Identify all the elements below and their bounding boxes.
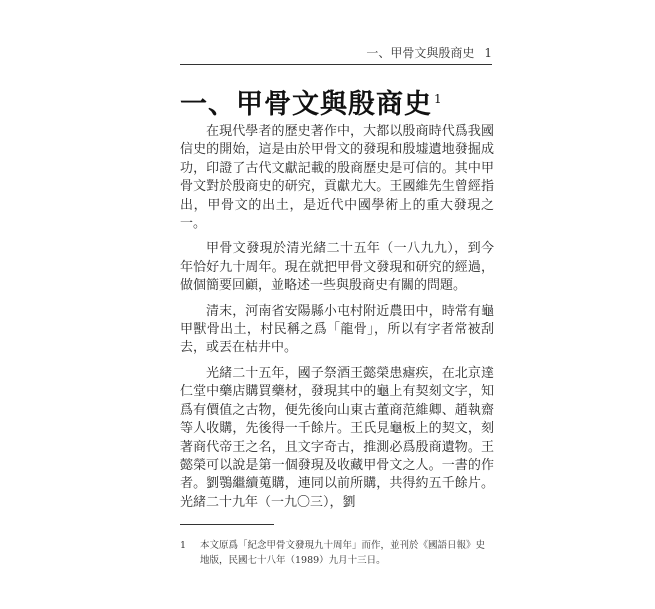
running-title: 一、甲骨文與殷商史 xyxy=(366,46,475,60)
chapter-title xyxy=(180,82,443,121)
footnote-text: 本文原爲「紀念甲骨文發現九十周年」而作，並刊於《國語日報》史地版，民國七十八年（1989）九月十三日。 xyxy=(200,540,486,566)
paragraph: 在現代學者的歷史著作中，大都以殷商時代爲我國信史的開始，這是由於甲骨文的發現和殷墟遺地發掘成功，印證了古代文獻記載的殷商歷史是可信的。其中甲骨文對於殷商史的研究，貢獻尤大。王國維先生曾經指出，甲骨文的出土，是近代中國學術上的重大發現之一。 xyxy=(180,124,494,232)
paragraph: 清末，河南省安陽縣小屯村附近農田中，時常有龜甲獸骨出土，村民稱之爲「龍骨」，所以有字者常被刮去，或丟在枯井中。 xyxy=(180,303,494,356)
chapter-title-text: 一、甲骨文與殷商史 xyxy=(180,89,432,120)
footnote-marker: 1 xyxy=(434,92,443,106)
paragraph: 光緒二十五年，國子祭酒王懿榮患瘧疾，在北京達仁堂中藥店購買藥材，發現其中的龜上有契刻文字，知爲有價值之古物，便先後向山東古董商范維卿、趙執齋等人收購，先後得一千餘片。王氏見龜板上的契文，刻著商代帝王之名，且文字奇古，推測必爲殷商遺物。王懿榮可以說是第一個發現及收藏甲骨文之人。一書的作者。劉鶚繼續蒐購，連同以前所購，共得約五千餘片。光緒二十九年（一九〇三），劉 xyxy=(180,365,494,510)
running-header xyxy=(180,44,492,65)
body-text xyxy=(180,123,494,519)
footnote-rule xyxy=(180,524,274,525)
page-number: 1 xyxy=(484,46,492,60)
footnote-number: 1 xyxy=(180,540,187,551)
footnote xyxy=(180,538,494,568)
paragraph: 甲骨文發現於清光緒二十五年（一八九九），到今年恰好九十周年。現在就把甲骨文發現和研究的經過，做個簡要回顧，並略述一些與殷商史有關的問題。 xyxy=(180,241,494,294)
